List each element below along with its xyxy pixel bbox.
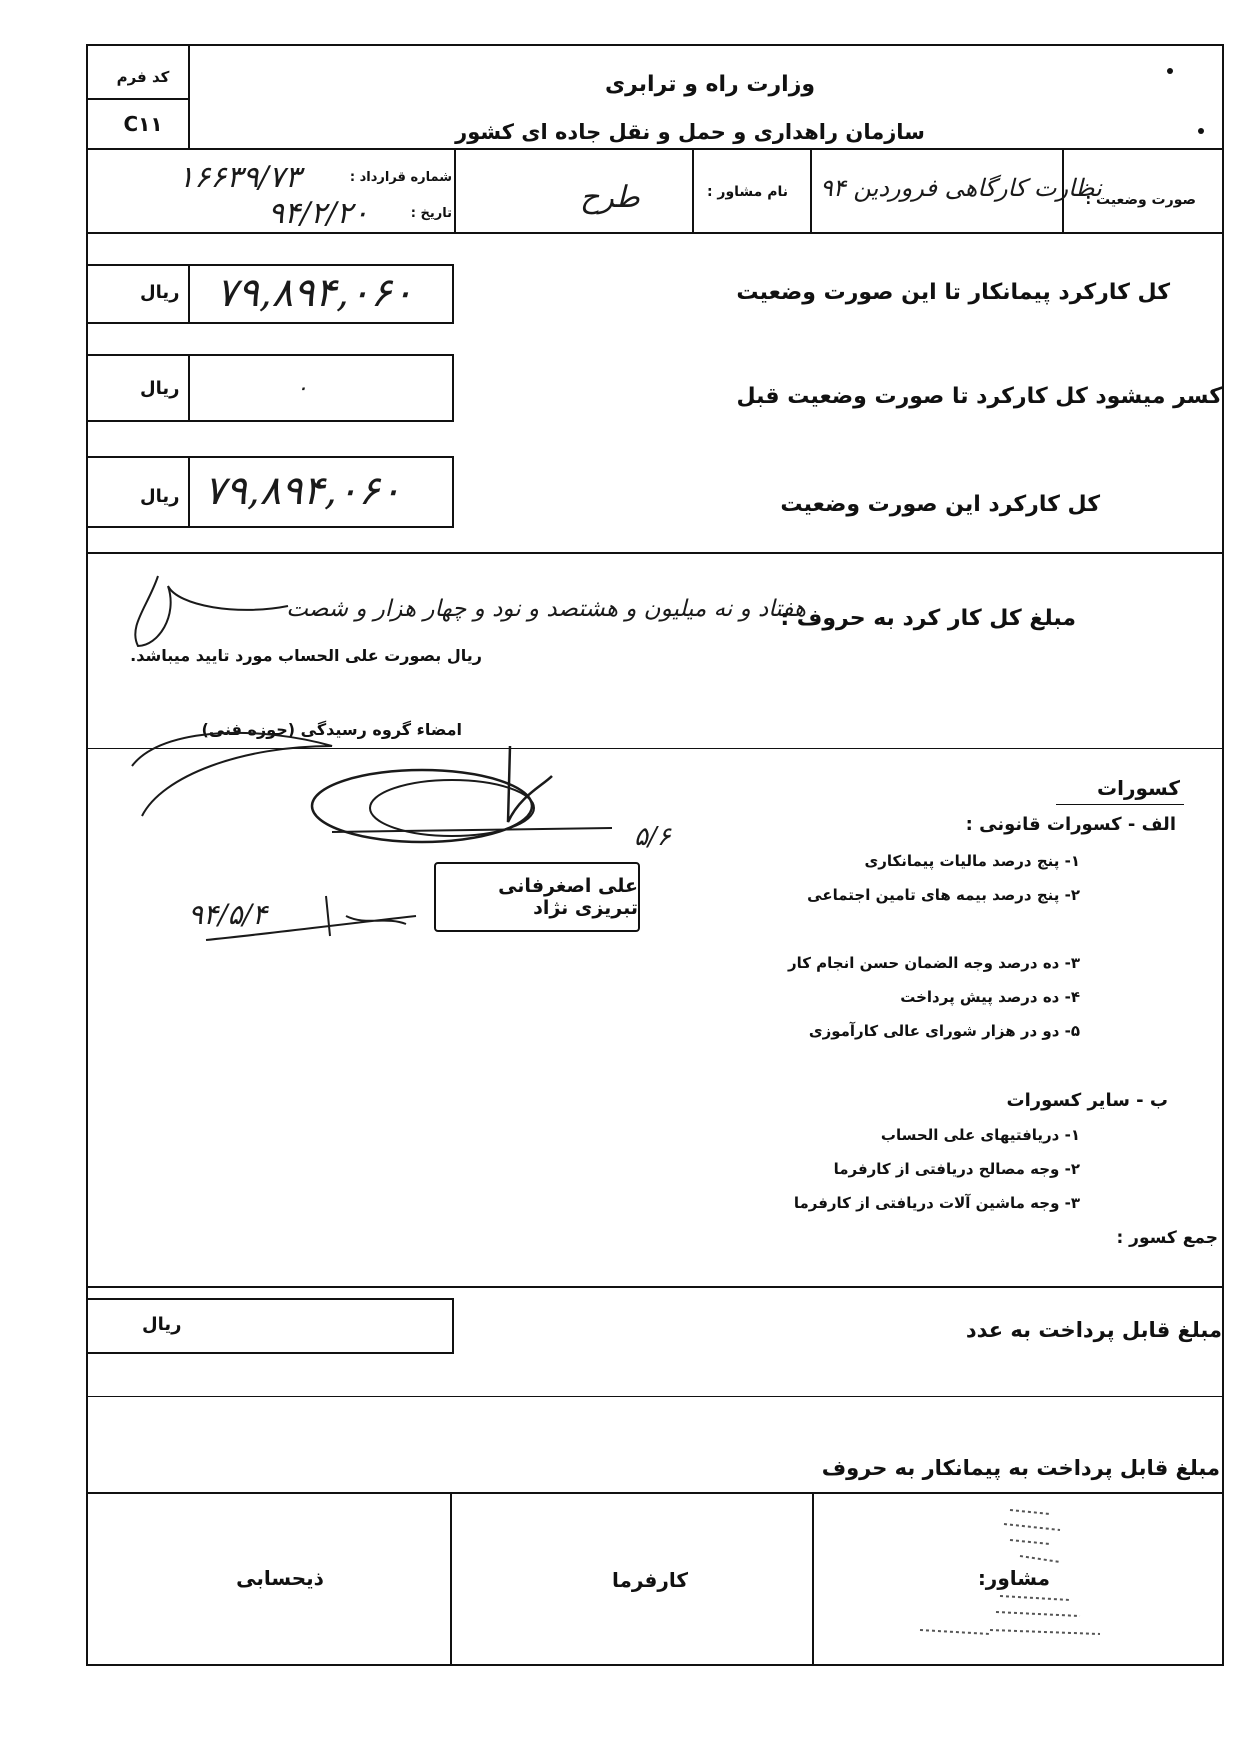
other-item: ۳- وجه ماشین آلات دریافتی از کارفرما bbox=[793, 1194, 1080, 1212]
legal-deductions-title: الف - کسورات قانونی : bbox=[965, 814, 1176, 835]
info-divider bbox=[810, 148, 812, 232]
contract-label: شماره قرارداد : bbox=[349, 170, 452, 185]
other-deductions-title: ب - سایر کسورات bbox=[1006, 1090, 1168, 1111]
info-divider bbox=[454, 148, 456, 232]
footer-divider bbox=[450, 1492, 452, 1666]
payable-mid-line bbox=[86, 1396, 1224, 1397]
form-code-label: کد فرم bbox=[116, 68, 170, 86]
words-note: ریال بصورت علی الحساب مورد تایید میباشد. bbox=[130, 646, 482, 665]
date-value: ۹۴/۲/۲۰ bbox=[268, 196, 369, 231]
footer-accountant: ذیحسابی bbox=[236, 1566, 324, 1590]
words-label: مبلغ کل کار کرد به حروف : bbox=[780, 606, 1076, 631]
currency-divider bbox=[188, 264, 190, 324]
legal-item: ۵- دو در هزار شورای عالی کارآموزی bbox=[808, 1022, 1080, 1040]
other-item: ۱- دریافتیهای علی الحساب bbox=[880, 1126, 1080, 1144]
current-amount-value: ۷۹,۸۹۴,۰۶۰ bbox=[204, 468, 402, 514]
payable-currency: ریال bbox=[142, 1314, 182, 1335]
contract-value: ۱۶۶۳۹/۷۳ bbox=[178, 160, 301, 195]
footer-top-line bbox=[86, 1492, 1224, 1494]
deductions-sum-label: جمع کسور : bbox=[1116, 1228, 1218, 1248]
currency-label: ریال bbox=[140, 282, 180, 303]
info-row-bottom bbox=[86, 232, 1224, 234]
legal-item: ۳- ده درصد وجه الضمان حسن انجام کار bbox=[787, 954, 1080, 972]
deductions-title: کسورات bbox=[1097, 776, 1180, 800]
other-item: ۲- وجه مصالح دریافتی از کارفرما bbox=[833, 1160, 1080, 1178]
consultant-stamp-marks bbox=[900, 1500, 1120, 1650]
review-sign-day: ۵/۶ bbox=[634, 822, 671, 852]
form-code-value: C۱۱ bbox=[123, 112, 163, 136]
form-code-divider bbox=[86, 98, 190, 100]
footer-employer: کارفرما bbox=[611, 1568, 689, 1592]
organization-title: سازمان راهداری و حمل و نقل جاده ای کشور bbox=[455, 120, 925, 144]
info-row-top bbox=[86, 148, 1224, 150]
currency-label: ریال bbox=[140, 378, 180, 399]
review-signature-strokes bbox=[122, 706, 642, 856]
corner-mark bbox=[1167, 68, 1173, 74]
ministry-title: وزارت راه و ترابری bbox=[604, 72, 816, 97]
date-label: تاریخ : bbox=[410, 206, 452, 221]
currency-divider bbox=[188, 456, 190, 528]
words-signature bbox=[118, 566, 298, 656]
previous-amount-label: کسر میشود کل کارکرد تا صورت وضعیت قبل bbox=[736, 384, 1222, 409]
header-divider bbox=[188, 44, 190, 148]
review-date-signature bbox=[206, 886, 426, 946]
current-amount-label: کل کارکرد این صورت وضعیت bbox=[780, 492, 1100, 517]
corner-mark bbox=[1198, 128, 1204, 134]
legal-item: ۱- پنج درصد مالیات پیمانکاری bbox=[864, 852, 1080, 870]
consultant-value: طرح bbox=[580, 180, 640, 215]
total-amount-value: ۷۹,۸۹۴,۰۶۰ bbox=[216, 270, 414, 316]
legal-item: ۲- پنج درصد بیمه های تامین اجتماعی bbox=[807, 886, 1080, 904]
payable-words-label: مبلغ قابل پرداخت به پیمانکار به حروف bbox=[821, 1456, 1220, 1480]
words-value: هفتاد و نه میلیون و هشتصد و نود و چهار هزار و شصت bbox=[286, 596, 806, 622]
total-amount-label: کل کارکرد پیمانکار تا این صورت وضعیت bbox=[736, 280, 1170, 305]
legal-item: ۴- ده درصد پیش پرداخت bbox=[900, 988, 1080, 1006]
currency-label: ریال bbox=[140, 486, 180, 507]
payable-top-line bbox=[86, 1286, 1224, 1288]
deductions-title-underline bbox=[1056, 804, 1184, 805]
reviewer-stamp-name: علی اصغرفانی تبریزی نژاد bbox=[498, 875, 638, 919]
review-signature-label: امضاء گروه رسیدگی (حوزه فنی) bbox=[201, 720, 462, 739]
info-divider bbox=[692, 148, 694, 232]
statement-label: صورت وضعیت : bbox=[1085, 192, 1196, 208]
footer-divider bbox=[812, 1492, 814, 1666]
statement-value: نظارت کارگاهی فروردین ۹۴ bbox=[820, 174, 1102, 202]
amounts-bottom-line bbox=[86, 552, 1224, 554]
previous-amount-value: ۰ bbox=[296, 376, 308, 401]
footer-consultant: مشاور: bbox=[977, 1566, 1050, 1590]
currency-divider bbox=[188, 354, 190, 422]
review-sign-date: ۹۴/۵/۴ bbox=[188, 898, 268, 931]
payable-numeric-label: مبلغ قابل پرداخت به عدد bbox=[965, 1318, 1222, 1342]
reviewer-stamp bbox=[434, 862, 640, 932]
consultant-label: نام مشاور : bbox=[706, 184, 788, 200]
